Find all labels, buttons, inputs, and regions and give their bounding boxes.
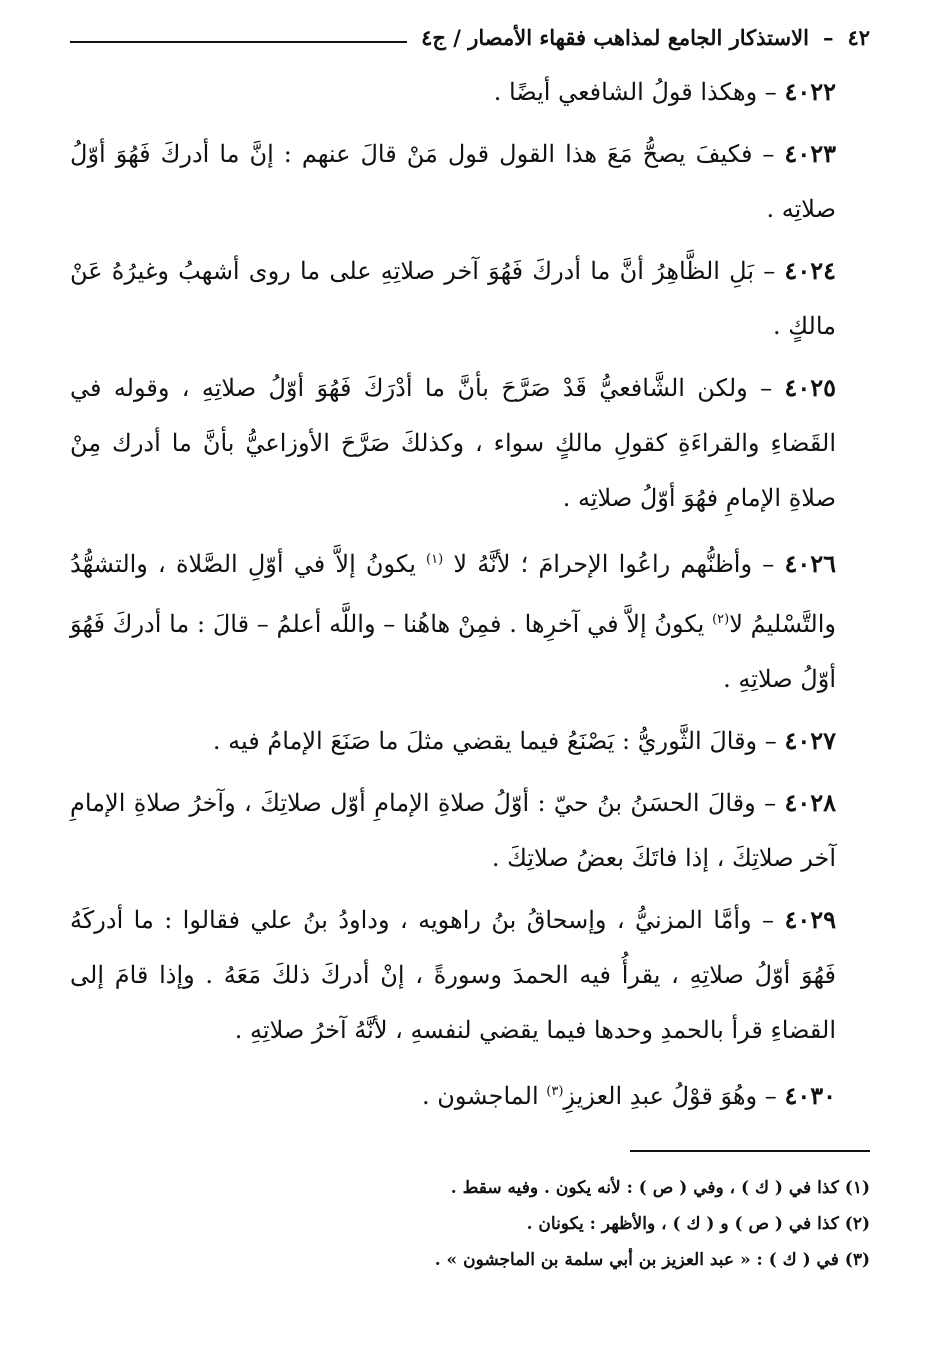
footnote-3: (٣) في ( ك ) : « عبد العزيز بن أبي سلمة بن الماجشون » . — [434, 1250, 870, 1270]
paragraph-text: وأمَّا المزنيُّ ، وإسحاقُ بنُ راهويه ، وداودُ بنُ علي فقالوا : ما أدركَهُ فَهُوَ أوّلُ صلاتِهِ ، يقرأُ فيه الحمدَ وسورةً ، إنْ أدركَ ذلكَ مَعَهُ . وإذا قامَ إلى القضاءِ قرأ بالحمدِ وحدها فيما يقضي لنفسهِ ، لأنَّهُ آخرُ صلاتِهِ . — [70, 906, 836, 1044]
paragraph-text-part2: يكونُ إلاَّ في أوّلِ الصَّلاة ، والتشهُّدُ والتَّسْليمُ لا — [70, 550, 837, 638]
footnote-separator — [630, 1150, 870, 1152]
dash: – — [762, 906, 775, 934]
paragraph-text: بَلِ الظَّاهِرُ أنَّ ما أدركَ فَهُوَ آخر صلاتِهِ على ما روى أشهبُ وغيرُهُ عَنْ مالكٍ . — [70, 257, 836, 340]
paragraph-4022 — [70, 64, 870, 120]
paragraph-number: ٤٠٢٨ — [784, 788, 837, 817]
dash: – — [764, 78, 777, 106]
dash: – — [760, 374, 773, 402]
paragraph-4026 — [70, 532, 870, 707]
footnote-ref-3[interactable]: (٣) — [546, 1084, 564, 1099]
paragraph-number: ٤٠٢٩ — [784, 905, 837, 934]
running-head — [70, 22, 870, 54]
paragraph-4023 — [70, 126, 870, 237]
paragraph-number: ٤٠٢٣ — [784, 139, 836, 168]
paragraph-number: ٤٠٢٤ — [784, 256, 836, 285]
paragraph-text: ولكن الشَّافعيُّ قَدْ صَرَّحَ بأنَّ ما أدْرَكَ فَهُوَ أوّلُ صلاتِهِ ، وقوله في القَضاءِ والقراءَةِ كقولِ مالكٍ سواء ، وكذلكَ صَرَّحَ الأوزاعيُّ بأنَّ ما أدرك مِنْ صلاةِ الإمامِ فهُوَ أوّلُ صلاتِه . — [70, 374, 836, 512]
dash: – — [762, 550, 775, 578]
footnote-2: (٢) كذا في ( ص ) و ( ك ) ، والأظهر : يكونان . — [526, 1214, 870, 1234]
paragraph-4028 — [70, 775, 870, 886]
paragraph-number: ٤٠٢٧ — [784, 726, 836, 755]
paragraph-text-part1: وهُوَ قوْلُ عبدِ العزيزِ — [563, 1082, 758, 1110]
paragraph-number: ٤٠٢٢ — [784, 77, 836, 106]
paragraph-text-part1: وأظنُّهم راعُوا الإحرامَ ؛ لأنَّهُ لا — [443, 550, 753, 578]
paragraph-text: وقالَ الثَّوريُّ : يَصْنَعُ فيما يقضي مثلَ ما صَنَعَ الإمامُ فيه . — [212, 727, 758, 755]
dash: – — [764, 1082, 777, 1110]
dash: – — [762, 140, 775, 168]
dash: – — [763, 257, 776, 285]
paragraph-4030 — [70, 1064, 870, 1124]
header-rule — [70, 41, 407, 43]
header-dash: – — [822, 25, 834, 50]
paragraph-number: ٤٠٢٥ — [784, 373, 836, 402]
paragraph-4027 — [70, 713, 870, 769]
paragraph-number: ٤٠٢٦ — [784, 549, 836, 578]
paragraph-text: فكيفَ يصحُّ مَعَ هذا القول قول مَنْ قالَ عنهم : إنَّ ما أدركَ فَهُوَ أوّلُ صلاتِه . — [70, 140, 836, 223]
paragraph-text: وقالَ الحسَنُ بنُ حيّ : أوّلُ صلاةِ الإمامِ أوّل صلاتِكَ ، وآخرُ صلاةِ الإمامِ آخر صلاتِكَ ، إذا فاتَكَ بعضُ صلاتِكَ . — [70, 789, 836, 872]
footnote-1: (١) كذا في ( ك ) ، وفي ( ص ) : لأنه يكون . وفيه سقط . — [450, 1178, 870, 1198]
body-text — [70, 64, 870, 1124]
dash: – — [764, 727, 777, 755]
document-page — [70, 22, 870, 1334]
dash: – — [764, 789, 777, 817]
paragraph-text: وهكذا قولُ الشافعي أيضًا . — [493, 78, 758, 106]
paragraph-4025 — [70, 360, 870, 526]
footnote-ref-1[interactable]: (١) — [426, 552, 444, 567]
footnotes — [70, 1170, 870, 1278]
footnote-ref-2[interactable]: (٢) — [712, 612, 730, 627]
running-title: الاستذكار الجامع لمذاهب فقهاء الأمصار / ج٤ — [421, 25, 809, 50]
paragraph-4029 — [70, 892, 870, 1058]
paragraph-text-part3: يكونُ إلاَّ في آخرِها . فمِنْ هاهُنا – واللَّه أعلمُ – قالَ : ما أدركَ فَهُوَ أوّلُ صلاتِهِ . — [70, 610, 836, 693]
page-number: ٤٢ — [847, 25, 870, 50]
paragraph-4024 — [70, 243, 870, 354]
paragraph-number: ٤٠٣٠ — [784, 1081, 836, 1110]
paragraph-text-part2: الماجشون . — [421, 1082, 547, 1110]
